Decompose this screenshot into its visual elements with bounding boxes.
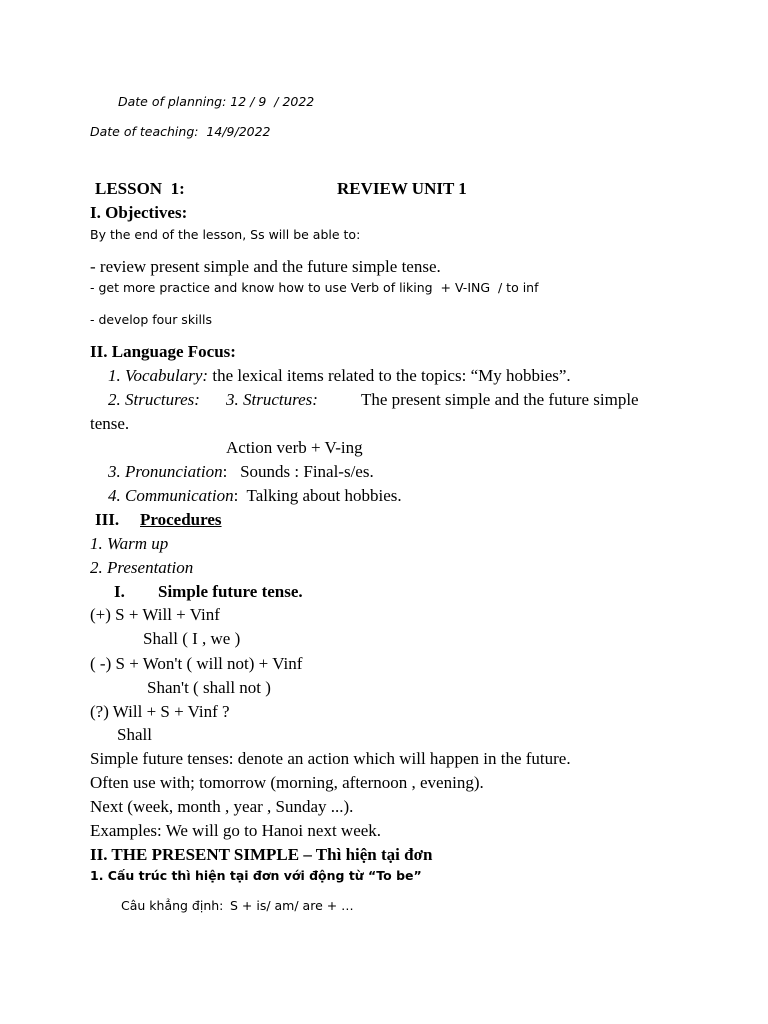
objectives-heading: I. Objectives: bbox=[90, 203, 188, 222]
future-tense-heading-line bbox=[114, 582, 303, 602]
lesson-title-line bbox=[95, 179, 467, 199]
warm-up-label: 1. Warm up bbox=[90, 534, 169, 553]
lesson-label: LESSON 1: bbox=[95, 179, 185, 198]
present-simple-subheading: 1. Cấu trúc thì hiện tại đơn với động từ “To be” bbox=[90, 868, 422, 883]
future-affirmative-shall: Shall ( I , we ) bbox=[143, 629, 241, 648]
present-simple-number: II. bbox=[90, 845, 108, 864]
objectives-intro: By the end of the lesson, Ss will be able to: bbox=[90, 227, 361, 242]
pronunciation-text: : Sounds : Final-s/es. bbox=[222, 462, 374, 481]
structures-continued: tense. bbox=[90, 414, 130, 433]
structures-label-b: 3. Structures: bbox=[226, 390, 318, 409]
future-definition: Simple future tenses: denote an action which will happen in the future. bbox=[90, 749, 571, 768]
procedures-heading-line bbox=[95, 510, 222, 530]
lesson-title: REVIEW UNIT 1 bbox=[337, 179, 467, 198]
vocabulary-text: the lexical items related to the topics: “My hobbies”. bbox=[208, 366, 571, 385]
future-affirmative: (+) S + Will + Vinf bbox=[90, 605, 220, 624]
language-focus-heading: II. Language Focus: bbox=[90, 342, 236, 361]
present-simple-heading bbox=[90, 845, 432, 865]
vocabulary-line bbox=[108, 366, 571, 386]
future-example: Examples: We will go to Hanoi next week. bbox=[90, 821, 382, 840]
objective-item-2: - get more practice and know how to use Verb of liking + V-ING / to inf bbox=[90, 280, 539, 295]
vocabulary-label: 1. Vocabulary: bbox=[108, 366, 209, 385]
date-of-teaching: Date of teaching: 14/9/2022 bbox=[90, 124, 271, 139]
present-simple-title: THE PRESENT SIMPLE – Thì hiện tại đơn bbox=[107, 845, 433, 864]
future-question: (?) Will + S + Vinf ? bbox=[90, 702, 230, 721]
structures-label-a: 2. Structures: bbox=[108, 390, 200, 409]
affirmative-formula: S + is/ am/ are + … bbox=[230, 898, 354, 913]
communication-line bbox=[108, 486, 402, 506]
presentation-label: 2. Presentation bbox=[90, 558, 194, 577]
affirmative-label: Câu khẳng định: bbox=[121, 898, 224, 913]
communication-label: 4. Communication bbox=[108, 486, 234, 505]
structures-text: The present simple and the future simple bbox=[361, 390, 639, 409]
structures-formula: Action verb + V-ing bbox=[226, 438, 363, 457]
future-question-shall: Shall bbox=[117, 725, 152, 744]
pronunciation-line bbox=[108, 462, 374, 482]
future-time-words-next: Next (week, month , year , Sunday ...). bbox=[90, 797, 354, 816]
future-negative-shall: Shan't ( shall not ) bbox=[147, 678, 271, 697]
objective-item-3: - develop four skills bbox=[90, 312, 212, 327]
procedures-heading: Procedures bbox=[140, 510, 222, 529]
future-tense-number: I. bbox=[114, 582, 125, 601]
objective-item-1: - review present simple and the future simple tense. bbox=[90, 257, 441, 276]
future-tense-heading: Simple future tense. bbox=[158, 582, 303, 601]
communication-text: : Talking about hobbies. bbox=[233, 486, 402, 505]
date-of-planning: Date of planning: 12 / 9 / 2022 bbox=[118, 94, 315, 109]
procedures-number: III. bbox=[95, 510, 120, 529]
pronunciation-label: 3. Pronunciation bbox=[108, 462, 223, 481]
future-time-words: Often use with; tomorrow (morning, afternoon , evening). bbox=[90, 773, 484, 792]
future-negative: ( -) S + Won't ( will not) + Vinf bbox=[90, 654, 303, 673]
